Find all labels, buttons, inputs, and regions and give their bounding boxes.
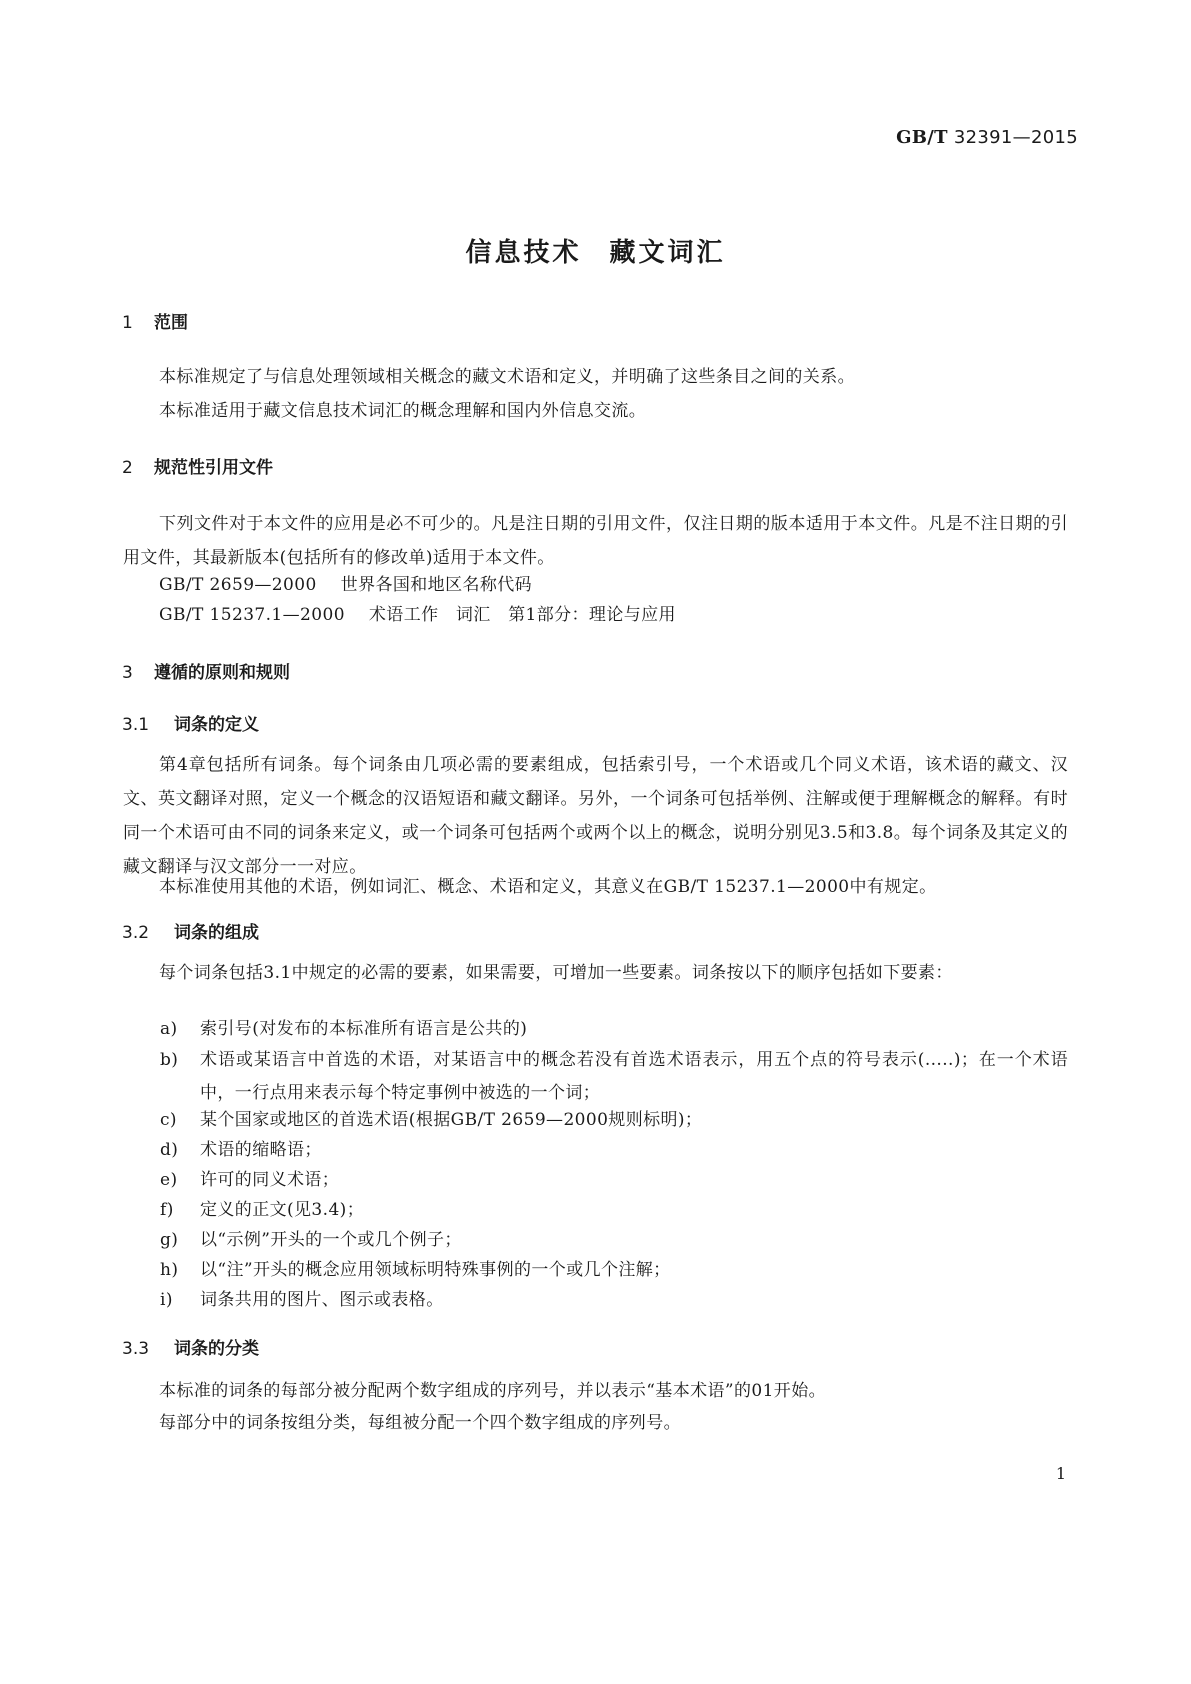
paragraph: 每部分中的词条按组分类，每组被分配一个四个数字组成的序列号。	[159, 1413, 681, 1433]
section-2-heading	[122, 453, 273, 478]
reference-item	[159, 600, 676, 625]
list-item	[160, 1224, 1068, 1257]
list-label: a)	[160, 1019, 178, 1039]
section-title: 范围	[154, 313, 188, 333]
list-label: c)	[160, 1110, 177, 1130]
section-number: 2	[122, 458, 133, 478]
section-number: 3.3	[122, 1339, 150, 1359]
section-number: 3	[122, 663, 133, 683]
list-text: 定义的正文(见3.4)；	[200, 1200, 365, 1220]
paragraph: 下列文件对于本文件的应用是必不可少的。凡是注日期的引用文件，仅注日期的版本适用于本文件。凡是不注日期的引用文件，其最新版本(包括所有的修改单)适用于本文件。	[123, 514, 1068, 568]
list-label: g)	[160, 1230, 179, 1250]
reference-name: 世界各国和地区名称代码	[340, 575, 533, 595]
list-text: 以“示例”开头的一个或几个例子；	[200, 1230, 462, 1250]
list-text: 某个国家或地区的首选术语(根据GB/T 2659—2000规则标明)；	[200, 1110, 703, 1130]
paragraph: 每个词条包括3.1中规定的必需的要素，如果需要，可增加一些要素。词条按以下的顺序包括如下要素：	[159, 963, 953, 983]
list-label: h)	[160, 1260, 179, 1280]
paragraph: 本标准适用于藏文信息技术词汇的概念理解和国内外信息交流。	[159, 401, 647, 421]
reference-code: GB/T 15237.1—2000	[159, 605, 345, 625]
reference-code: GB/T 2659—2000	[159, 575, 317, 595]
list-label: f)	[160, 1200, 174, 1220]
reference-item	[159, 570, 532, 595]
standard-number: 32391—2015	[953, 127, 1078, 148]
list-text: 术语或某语言中首选的术语，对某语言中的概念若没有首选术语表示，用五个点的符号表示(.....)；在一个术语中，一行点用来表示每个特定事例中被选的一个词；	[200, 1050, 1068, 1103]
list-item	[160, 1164, 1068, 1197]
section-title: 词条的定义	[174, 715, 259, 735]
list-label: e)	[160, 1170, 178, 1190]
reference-name: 术语工作 词汇 第1部分：理论与应用	[368, 605, 676, 625]
paragraph: 本标准的词条的每部分被分配两个数字组成的序列号，并以表示“基本术语”的01开始。	[159, 1381, 827, 1401]
title-part-2: 藏文词汇	[609, 238, 726, 268]
section-number: 3.1	[122, 715, 150, 735]
list-text: 以“注”开头的概念应用领域标明特殊事例的一个或几个注解；	[200, 1260, 671, 1280]
paragraph: 第4章包括所有词条。每个词条由几项必需的要素组成，包括索引号，一个术语或几个同义术语，该术语的藏文、汉文、英文翻译对照，定义一个概念的汉语短语和藏文翻译。另外，一个词条可包括举例、注解或便于理解概念的解释。有时同一个术语可由不同的词条来定义，或一个词条可包括两个或两个以上的概念，说明分别见3.5和3.8。每个词条及其定义的藏文翻译与汉文部分一一对应。	[123, 755, 1068, 877]
section-1-heading	[122, 308, 188, 333]
list-item	[160, 1194, 1068, 1227]
list-item	[160, 1134, 1068, 1167]
section-title: 遵循的原则和规则	[154, 663, 290, 683]
paragraph: 本标准使用其他的术语，例如词汇、概念、术语和定义，其意义在GB/T 15237.1—2000中有规定。	[159, 877, 937, 897]
section-3-heading	[122, 658, 290, 683]
paragraph: 本标准规定了与信息处理领域相关概念的藏文术语和定义，并明确了这些条目之间的关系。	[159, 367, 855, 387]
list-text: 术语的缩略语；	[200, 1140, 322, 1160]
list-text: 许可的同义术语；	[200, 1170, 340, 1190]
standard-prefix: GB/T	[896, 127, 948, 148]
section-title: 规范性引用文件	[154, 458, 273, 478]
list-item	[160, 1013, 1068, 1046]
section-title: 词条的组成	[174, 923, 259, 943]
page-number: 1	[1055, 1464, 1066, 1483]
list-label: b)	[160, 1050, 179, 1070]
title-part-1: 信息技术	[465, 238, 582, 268]
list-item	[160, 1254, 1068, 1287]
section-title: 词条的分类	[174, 1339, 259, 1359]
section-3-3-heading	[122, 1334, 259, 1359]
list-item	[160, 1104, 1068, 1137]
section-3-1-heading	[122, 710, 259, 735]
list-label: i)	[160, 1290, 173, 1310]
list-text: 词条共用的图片、图示或表格。	[200, 1290, 444, 1310]
list-label: d)	[160, 1140, 179, 1160]
page-title	[0, 232, 1191, 269]
list-item	[160, 1284, 1068, 1317]
list-item	[160, 1044, 1068, 1110]
section-number: 1	[122, 313, 133, 333]
standard-code	[896, 127, 1078, 148]
list-text: 索引号(对发布的本标准所有语言是公共的)	[200, 1019, 528, 1039]
section-number: 3.2	[122, 923, 150, 943]
section-3-2-heading	[122, 918, 259, 943]
